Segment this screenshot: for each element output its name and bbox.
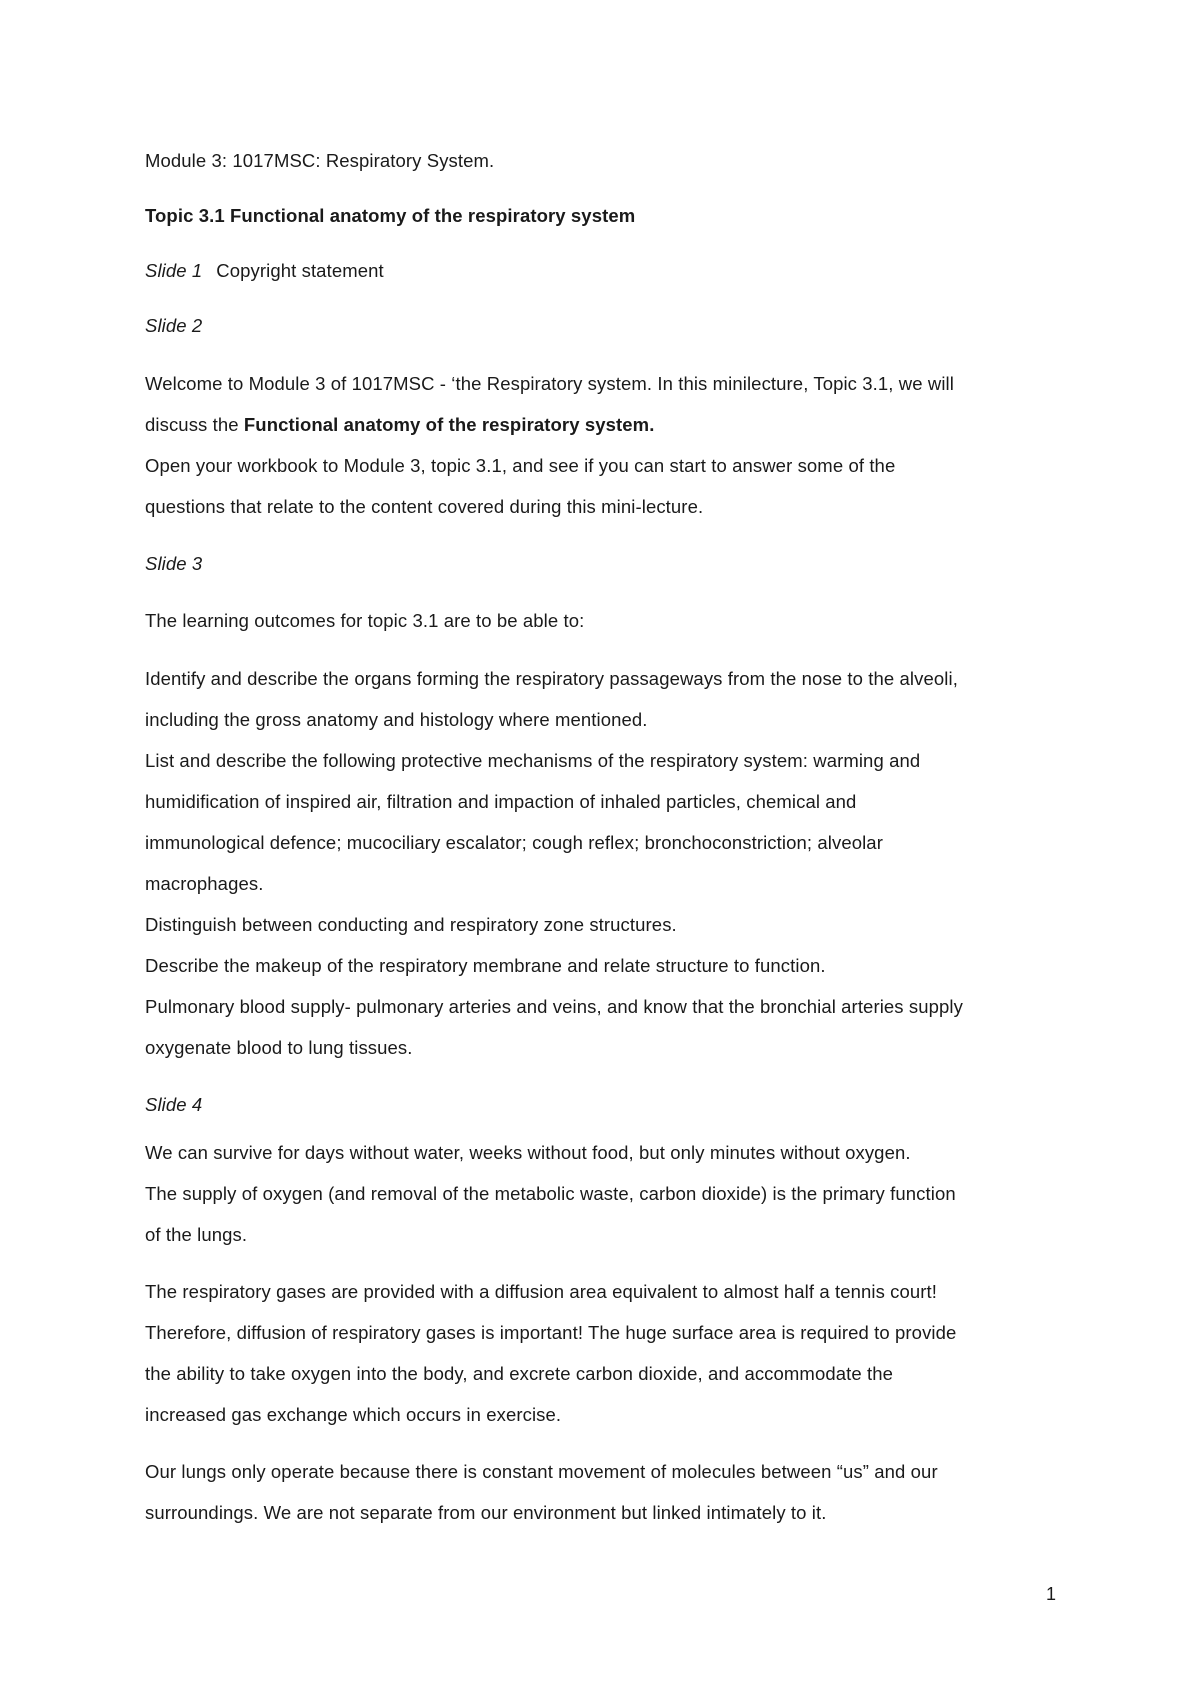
outcome-line: Distinguish between conducting and respiratory zone structures. [145,914,677,935]
slide-4-paragraph-2-line: Therefore, diffusion of respiratory gases is important! The huge surface area is required to provide [145,1322,957,1343]
slide-1-text: Copyright statement [216,260,384,281]
slide-4-paragraph-1-line: of the lungs. [145,1224,248,1245]
outcome-line: Identify and describe the organs forming the respiratory passageways from the nose to the alveoli, [145,668,958,689]
slide-4-paragraph-2-line: the ability to take oxygen into the body, and excrete carbon dioxide, and accommodate the [145,1363,893,1384]
slide-4-paragraph-1-line: We can survive for days without water, weeks without food, but only minutes without oxygen. [145,1142,911,1163]
slide-1-label: Slide 1 [145,260,203,281]
slide-2-line-3: Open your workbook to Module 3, topic 3.1, and see if you can start to answer some of the [145,455,896,476]
module-title: Module 3: 1017MSC: Respiratory System. [145,150,495,171]
outcome-line: List and describe the following protective mechanisms of the respiratory system: warming and [145,750,921,771]
slide-4-paragraph-2-line: increased gas exchange which occurs in exercise. [145,1404,562,1425]
slide-2-line-2 [145,414,654,436]
slide-2-line-2-prefix: discuss the [145,414,244,435]
slide-3-label: Slide 3 [145,553,203,574]
slide-2-label: Slide 2 [145,315,203,336]
outcome-line: oxygenate blood to lung tissues. [145,1037,413,1058]
slide-4-paragraph-3-line: surroundings. We are not separate from our environment but linked intimately to it. [145,1502,827,1523]
slide-4-paragraph-2-line: The respiratory gases are provided with a diffusion area equivalent to almost half a tennis court! [145,1281,938,1302]
slide-1-row [145,260,384,282]
outcome-line: immunological defence; mucociliary escalator; cough reflex; bronchoconstriction; alveolar [145,832,883,853]
slide-4-paragraph-3-line: Our lungs only operate because there is constant movement of molecules between “us” and our [145,1461,938,1482]
topic-heading: Topic 3.1 Functional anatomy of the respiratory system [145,205,636,226]
slide-2-line-4: questions that relate to the content covered during this mini-lecture. [145,496,704,517]
slide-4-label: Slide 4 [145,1094,203,1115]
slide-3-intro: The learning outcomes for topic 3.1 are to be able to: [145,610,585,631]
outcome-line: macrophages. [145,873,264,894]
page-number: 1 [1046,1584,1057,1604]
outcome-line: Pulmonary blood supply- pulmonary arteries and veins, and know that the bronchial arteries supply [145,996,963,1017]
outcome-line: humidification of inspired air, filtration and impaction of inhaled particles, chemical and [145,791,857,812]
slide-2-line-1: Welcome to Module 3 of 1017MSC - ‘the Respiratory system. In this minilecture, Topic 3.1, we will [145,373,954,394]
slide-2-line-2-bold: Functional anatomy of the respiratory system. [243,414,655,435]
outcome-line: Describe the makeup of the respiratory membrane and relate structure to function. [145,955,826,976]
slide-4-paragraph-1-line: The supply of oxygen (and removal of the metabolic waste, carbon dioxide) is the primary function [145,1183,956,1204]
outcome-line: including the gross anatomy and histology where mentioned. [145,709,648,730]
